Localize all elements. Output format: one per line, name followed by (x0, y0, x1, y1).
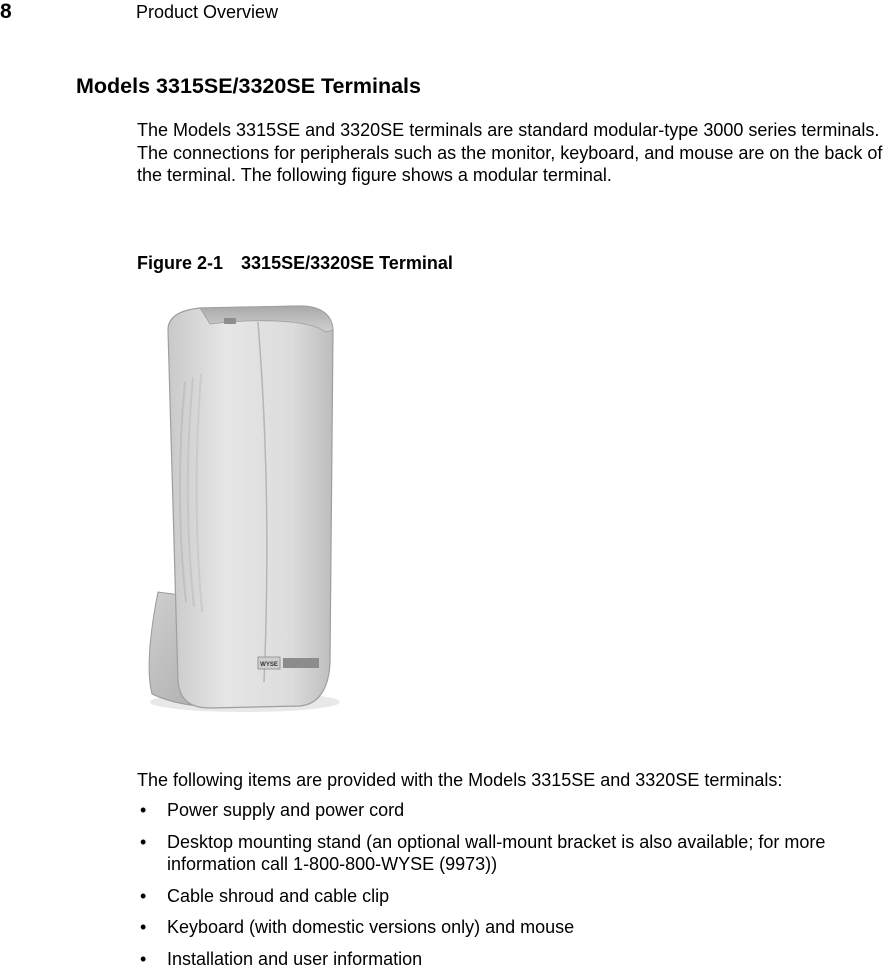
list-item-text: Power supply and power cord (167, 800, 405, 820)
figure-caption (137, 252, 453, 274)
list-item (137, 948, 893, 971)
intro-paragraph: The Models 3315SE and 3320SE terminals are standard modular-type 3000 series terminals. The connections for peripherals such as the monitor, keyboard, and mouse are on the back of the terminal. The following figure shows a modular terminal. (137, 120, 883, 185)
list-item (137, 831, 893, 876)
bullet: • (140, 885, 147, 906)
list-item (137, 799, 893, 822)
bullet: • (140, 948, 147, 969)
list-item-text: Keyboard (with domestic versions only) and mouse (167, 917, 575, 937)
badge-plate (283, 658, 319, 668)
list-item (137, 916, 893, 939)
items-list (137, 799, 893, 979)
top-slot (224, 318, 236, 324)
wyse-logo: WYSE (260, 662, 278, 668)
running-header: Product Overview (136, 2, 279, 22)
section-title: Models 3315SE/3320SE Terminals (76, 74, 421, 98)
page-number: 8 (0, 0, 12, 23)
terminal-body (168, 306, 333, 708)
figure-title: 3315SE/3320SE Terminal (241, 253, 453, 273)
list-item-text: Desktop mounting stand (an optional wall-mount bracket is also available; for more information call 1-800-800-WYSE (9973)) (167, 831, 826, 874)
figure-label: Figure 2-1 (137, 253, 224, 273)
bullet: • (140, 917, 147, 937)
list-item-text: Installation and user information (167, 948, 423, 969)
list-item (137, 885, 893, 908)
terminal-figure (140, 302, 340, 714)
bullet: • (140, 800, 147, 820)
list-item-text: Cable shroud and cable clip (167, 885, 390, 906)
terminal-illustration (140, 302, 340, 714)
items-intro: The following items are provided with the Models 3315SE and 3320SE terminals: (137, 770, 783, 790)
bullet: • (140, 831, 147, 852)
